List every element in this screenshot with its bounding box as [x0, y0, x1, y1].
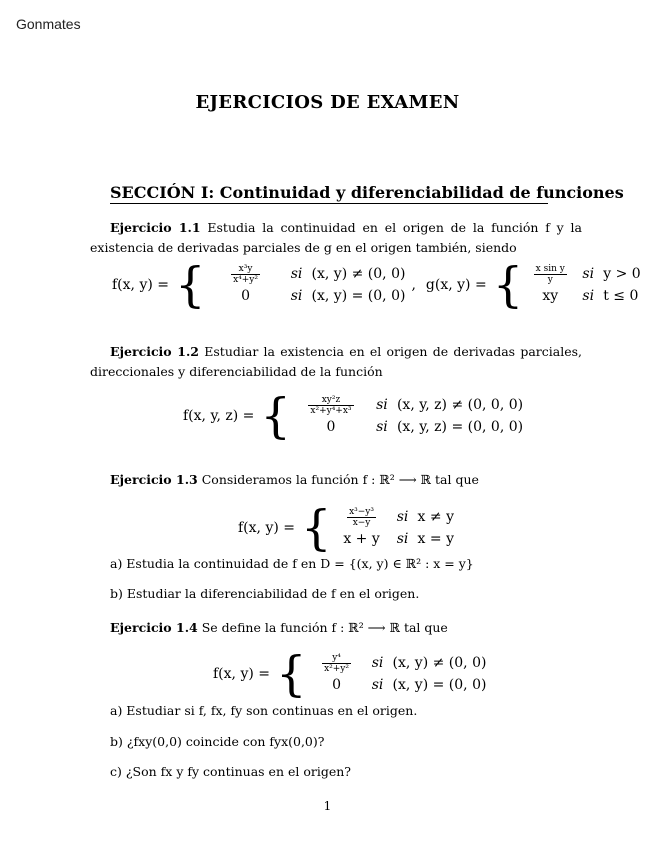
- section-underline: [110, 203, 548, 204]
- exercise-1-4-item-c: c) ¿Son fx y fy continuas en el origen?: [110, 764, 351, 779]
- value: 0: [332, 677, 341, 693]
- fraction-denominator: x⁴+y²: [233, 274, 258, 285]
- exercise-text: Se define la función f : ℝ² ⟶ ℝ tal que: [201, 620, 448, 635]
- exercise-1-3-item-a: a) Estudia la continuidad de f en D = {(x, y) ∈ ℝ² : x = y}: [110, 556, 474, 571]
- exercise-1-1: [90, 218, 582, 258]
- separator: ,: [411, 277, 416, 293]
- exercise-label: Ejercicio 1.4: [110, 620, 198, 635]
- condition: y > 0: [603, 266, 641, 282]
- left-brace: {: [276, 646, 307, 702]
- exercise-1-3: [90, 470, 582, 490]
- si-label: si: [376, 397, 388, 413]
- formula-1-2: [183, 388, 524, 444]
- exercise-1-4: [90, 618, 582, 638]
- brand-label: Gonmates: [16, 16, 81, 32]
- formula-lhs: f(x, y) =: [112, 277, 169, 293]
- condition: (x, y) ≠ (0, 0): [392, 655, 487, 671]
- fraction-numerator: x sin y: [535, 263, 565, 274]
- value: 0: [241, 288, 250, 304]
- formula-1-4: [213, 646, 487, 702]
- exercise-1-4-item-b: b) ¿fxy(0,0) coincide con fyx(0,0)?: [110, 734, 325, 749]
- value: 0: [326, 419, 336, 435]
- formula-lhs: f(x, y) =: [238, 520, 295, 536]
- condition: x ≠ y: [417, 509, 454, 525]
- exercise-text: Consideramos la función f : ℝ² ⟶ ℝ tal que: [201, 472, 479, 487]
- cases: [295, 394, 523, 438]
- page-number: 1: [323, 799, 332, 813]
- si-label: si: [290, 288, 303, 304]
- condition: (x, y, z) ≠ (0, 0, 0): [396, 397, 524, 413]
- left-brace: {: [260, 388, 291, 444]
- exercise-label: Ejercicio 1.1: [110, 220, 201, 235]
- si-label: si: [290, 266, 303, 282]
- condition: (x, y) ≠ (0, 0): [311, 266, 406, 282]
- fraction-numerator: x³y: [231, 264, 260, 275]
- fraction-denominator: x²+y²: [324, 663, 349, 674]
- formula-1-3: [238, 500, 454, 556]
- exercise-1-2: [90, 342, 582, 382]
- fraction-numerator: y⁴: [322, 653, 351, 664]
- condition: (x, y, z) = (0, 0, 0): [396, 419, 524, 435]
- value: x + y: [343, 531, 380, 547]
- page-title: EJERCICIOS DE EXAMEN: [195, 92, 460, 113]
- fraction-denominator: y: [547, 274, 553, 285]
- fraction-numerator: x³−y³: [349, 506, 374, 517]
- formula-1-1: [112, 257, 641, 313]
- condition: x = y: [417, 531, 454, 547]
- condition: t ≤ 0: [603, 288, 639, 304]
- condition: (x, y) = (0, 0): [392, 677, 487, 693]
- cases: [311, 652, 487, 696]
- exercise-1-4-item-a: a) Estudiar si f, fx, fy son continuas en el origen.: [110, 703, 418, 718]
- si-label: si: [582, 266, 595, 282]
- si-label: si: [371, 655, 384, 671]
- section-heading: SECCIÓN I: Continuidad y diferenciabilidad de funciones: [110, 183, 624, 202]
- left-brace: {: [492, 257, 524, 313]
- exercise-1-3-item-b: b) Estudiar la diferenciabilidad de f en el origen.: [110, 586, 420, 601]
- cases: [210, 263, 406, 307]
- formula-lhs: f(x, y, z) =: [183, 408, 255, 424]
- condition: (x, y) = (0, 0): [311, 288, 406, 304]
- left-brace: {: [301, 500, 332, 556]
- exercise-text: Estudia la continuidad en el origen de la función f y la existencia de derivadas parciales de g en el origen también, siendo: [90, 220, 582, 255]
- si-label: si: [376, 419, 388, 435]
- cases: [527, 263, 640, 307]
- left-brace: {: [175, 257, 206, 313]
- fraction-denominator: x−y: [352, 517, 371, 528]
- exercise-label: Ejercicio 1.2: [110, 344, 200, 359]
- si-label: si: [371, 677, 384, 693]
- exercise-text: Estudiar la existencia en el origen de derivadas parciales, direccionales y diferenciabilidad de la función: [90, 344, 582, 379]
- fraction-numerator: xy²z: [308, 395, 353, 406]
- formula-lhs: g(x, y) =: [425, 277, 487, 293]
- formula-lhs: f(x, y) =: [213, 666, 270, 682]
- exercise-label: Ejercicio 1.3: [110, 472, 198, 487]
- si-label: si: [582, 288, 595, 304]
- value: xy: [542, 288, 559, 304]
- si-label: si: [396, 531, 409, 547]
- fraction-denominator: x²+y⁴+x³: [310, 405, 352, 416]
- si-label: si: [396, 509, 409, 525]
- cases: [336, 506, 454, 550]
